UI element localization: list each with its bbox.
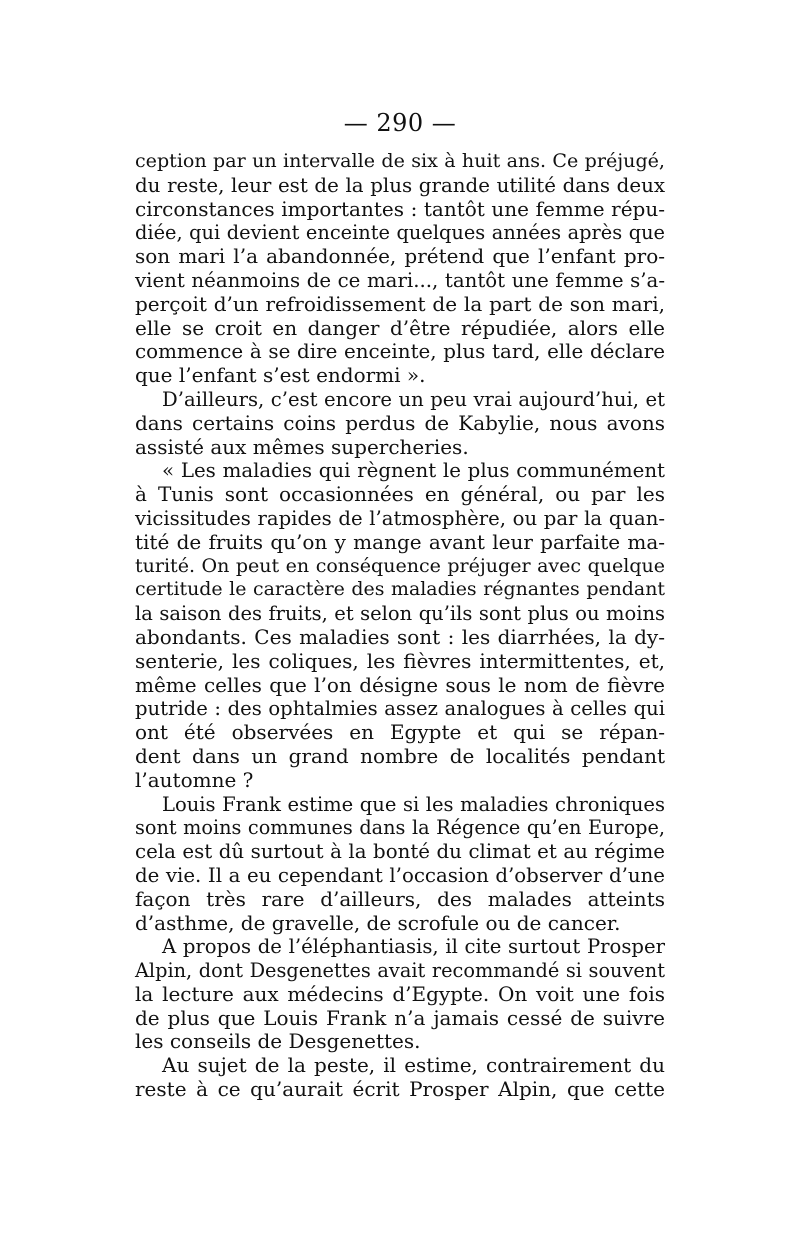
text-line: à Tunis sont occasionnées en général, ou par les <box>135 482 665 507</box>
text-line: A propos de l’éléphantiasis, il cite surtout Prosper <box>162 935 665 959</box>
text-line: « Les maladies qui règnent le plus communément <box>162 459 665 483</box>
page-number: — 290 — <box>343 109 457 137</box>
text-line: les conseils de Desgenettes. <box>135 1029 421 1054</box>
text-line: cela est dû surtout à la bonté du climat et au régime <box>135 840 665 864</box>
text-line: ception par un intervalle de six à huit ans. Ce préjugé, <box>135 150 665 172</box>
text-line: certitude le caractère des maladies régnantes pendant <box>135 578 665 601</box>
text-line: ont été observées en Egypte et qui se répan- <box>135 720 665 745</box>
text-line: son mari l’a abandonnée, prétend que l’enfant pro- <box>135 244 665 269</box>
text-line: turité. On peut en conséquence préjuger avec quelque <box>135 554 665 577</box>
text-line: la lecture aux médecins d’Egypte. On voit une fois <box>135 981 665 1006</box>
text-line: Au sujet de la peste, il estime, contrairement du <box>162 1053 665 1078</box>
text-line: dans certains coins perdus de Kabylie, nous avons <box>135 410 665 435</box>
text-line: l’automne ? <box>135 767 254 792</box>
body-text <box>135 150 665 1102</box>
text-line: commence à se dire enceinte, plus tard, elle déclare <box>135 340 665 364</box>
text-line: façon très rare d’ailleurs, des malades atteints <box>135 886 665 911</box>
text-line: elle se croit en danger d’être répudiée, alors elle <box>135 315 665 340</box>
text-line: diée, qui devient enceinte quelques années après que <box>135 221 665 245</box>
text-line: assisté aux mêmes supercheries. <box>135 434 469 459</box>
text-line: sont moins communes dans la Régence qu’en Europe, <box>135 816 665 840</box>
text-line: d’asthme, de gravelle, de scrofule ou de cancer. <box>135 910 621 935</box>
text-line: reste à ce qu’aurait écrit Prosper Alpin, que cette <box>135 1077 665 1102</box>
text-line: Alpin, dont Desgenettes avait recommandé si souvent <box>135 959 665 983</box>
text-line: putride : des ophtalmies assez analogues à celles qui <box>135 697 665 721</box>
text-line: la saison des fruits, et selon qu’ils sont plus ou moins <box>135 602 665 626</box>
text-line: que l’enfant s’est endormi ». <box>135 363 426 388</box>
text-line: Louis Frank estime que si les maladies chroniques <box>162 792 665 816</box>
text-line: de plus que Louis Frank n’a jamais cessé de suivre <box>135 1005 665 1030</box>
text-line: D’ailleurs, c’est encore un peu vrai aujourd’hui, et <box>162 387 665 411</box>
text-line: dent dans un grand nombre de localités pendant <box>135 743 665 768</box>
text-line: vicissitudes rapides de l’atmosphère, ou par la quan- <box>135 506 665 530</box>
text-line: de vie. Il a eu cependant l’occasion d’observer d’une <box>135 863 665 887</box>
text-line: du reste, leur est de la plus grande utilité dans deux <box>135 173 665 197</box>
text-line: tité de fruits qu’on y mange avant leur parfaite ma- <box>135 529 665 554</box>
text-line: senterie, les coliques, les fièvres intermittentes, et, <box>135 648 665 673</box>
text-line: même celles que l’on désigne sous le nom de fièvre <box>135 672 665 697</box>
text-line: abondants. Ces maladies sont : les diarrhées, la dy- <box>135 624 665 649</box>
text-line: perçoit d’un refroidissement de la part de son mari, <box>135 291 665 316</box>
text-line: vient néanmoins de ce mari..., tantôt une femme s’a- <box>135 268 665 292</box>
text-line: circonstances importantes : tantôt une femme répu- <box>135 196 665 221</box>
